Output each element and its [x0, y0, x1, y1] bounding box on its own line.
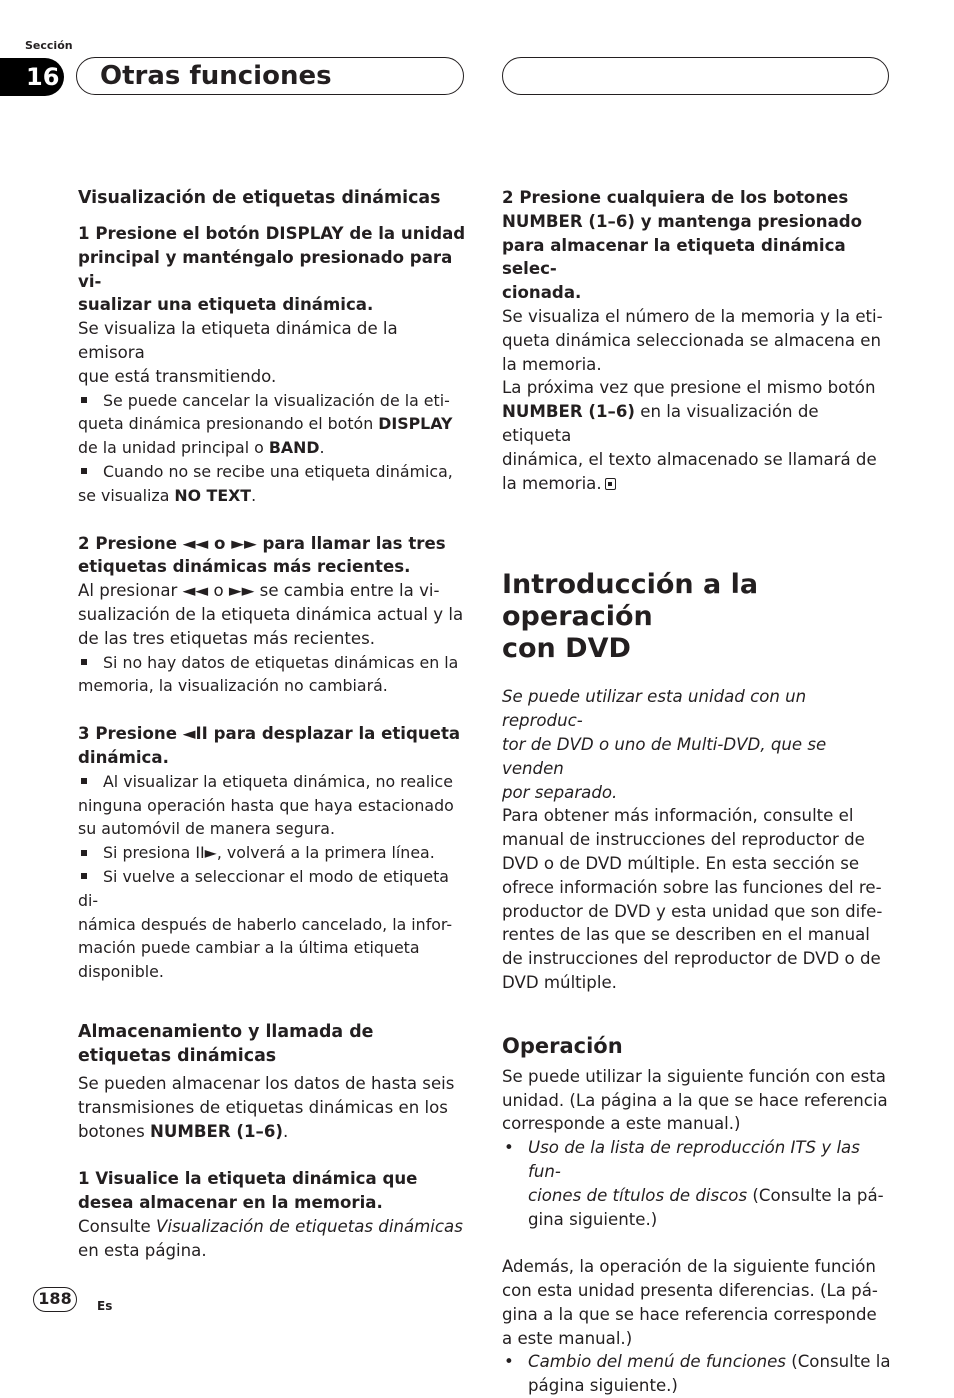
rewind-icon: ◄◄ [182, 533, 209, 553]
step-recall-line: para almacenar la etiqueta dinámica selec- [502, 235, 846, 279]
page-number: 188 [33, 1287, 77, 1312]
scroll-back-icon: ◄II [182, 724, 208, 744]
paragraph-line: dinámica, el texto almacenado se llamará de [502, 449, 877, 469]
paragraph-line: transmisiones de etiquetas dinámicas en los [78, 1097, 448, 1117]
header-right-frame [502, 57, 889, 95]
paragraph-line: DVD o de DVD múltiple. En esta sección se [502, 853, 860, 873]
step-recall-line: 2 Presione cualquiera de los botones [502, 188, 849, 207]
step-2-line: etiquetas dinámicas más recientes. [78, 557, 411, 577]
paragraph-line: botones NUMBER (1–6). [78, 1121, 289, 1141]
paragraph-line: de las tres etiquetas más recientes. [78, 628, 376, 648]
heading-almacenamiento: Almacenamiento y llamada de [78, 1021, 374, 1042]
step-store-line: desea almacenar en la memoria. [78, 1193, 383, 1213]
note-line: Al visualizar la etiqueta dinámica, no realice [78, 770, 468, 794]
step-3-line: 3 Presione ◄II para desplazar la etiqueta [78, 724, 461, 744]
paragraph-line: La próxima vez que presione el mismo botón [502, 378, 876, 398]
note-square-icon [81, 397, 87, 403]
note-square-icon [81, 659, 87, 665]
heading-almacenamiento: etiquetas dinámicas [78, 1045, 277, 1066]
language-code: Es [97, 1299, 113, 1313]
heading-operacion: Operación [502, 1033, 623, 1058]
pause-play-icon: II► [195, 843, 217, 863]
bullet-item-line: • Uso de la lista de reproducción ITS y las fun- [502, 1136, 892, 1184]
heading-dvd-intro: Introducción a la operación [502, 569, 759, 633]
step-recall-line: cionada. [502, 283, 582, 303]
paragraph-line: Se visualiza la etiqueta dinámica de la emisora [78, 319, 398, 362]
note-line: de la unidad principal o BAND. [78, 438, 325, 458]
note-line: su automóvil de manera segura. [78, 819, 335, 839]
step-2-line: 2 Presione ◄◄ o ►► para llamar las tres [78, 533, 446, 553]
step-1-line: sualizar una etiqueta dinámica. [78, 295, 374, 315]
paragraph-line: Consulte Visualización de etiquetas dinámicas [78, 1216, 463, 1236]
fast-forward-icon: ►► [228, 581, 255, 601]
step-store-line: 1 Visualice la etiqueta dinámica que [78, 1169, 418, 1189]
paragraph-line: con esta unidad presenta diferencias. (La pá- [502, 1281, 878, 1301]
paragraph-line: DVD múltiple. [502, 972, 617, 992]
note-line: Si presiona II►, volverá a la primera línea. [78, 841, 468, 865]
paragraph-line: de instrucciones del reproductor de DVD o de [502, 949, 881, 969]
paragraph-line: en esta página. [78, 1240, 207, 1260]
paragraph-line: rentes de las que se describen en el manual [502, 925, 870, 945]
note-line: ninguna operación hasta que haya estacionado [78, 795, 454, 815]
end-mark-icon [605, 478, 616, 490]
note-line: mación puede cambiar a la última etiqueta [78, 938, 420, 958]
italic-intro-line: Se puede utilizar esta unidad con un reproduc- [502, 687, 807, 731]
note-line: Si vuelve a seleccionar el modo de etiqueta di- [78, 866, 449, 910]
step-3-line: dinámica. [78, 747, 169, 767]
paragraph-line: sualización de la etiqueta dinámica actual y la [78, 604, 464, 624]
italic-intro-line: tor de DVD o uno de Multi-DVD, que se venden [502, 734, 827, 778]
paragraph-line: ofrece información sobre las funciones del re- [502, 877, 882, 897]
section-title: Otras funciones [100, 61, 332, 91]
section-label: Sección [25, 39, 73, 52]
paragraph-line: Al presionar ◄◄ o ►► se cambia entre la vi- [78, 581, 440, 601]
note-line: Cuando no se recibe una etiqueta dinámica, [78, 460, 468, 484]
note-square-icon [81, 468, 87, 474]
note-square-icon [81, 778, 87, 784]
rewind-icon: ◄◄ [182, 581, 209, 601]
fast-forward-icon: ►► [231, 533, 257, 553]
note-line: queta dinámica presionando el botón DISPLAY [78, 414, 453, 434]
bullet-item-line: gina siguiente.) [528, 1209, 658, 1229]
paragraph-line: corresponde a este manual.) [502, 1114, 741, 1134]
step-recall-line: NUMBER (1–6) y mantenga presionado [502, 211, 863, 231]
note-square-icon [81, 850, 87, 856]
paragraph-line: la memoria. [502, 354, 602, 374]
paragraph-line: Se pueden almacenar los datos de hasta seis [78, 1073, 455, 1093]
paragraph-line: a este manual.) [502, 1328, 633, 1348]
paragraph-line: unidad. (La página a la que se hace referencia [502, 1090, 888, 1110]
bullet-item-line: página siguiente.) [528, 1376, 678, 1396]
paragraph-line: queta dinámica seleccionada se almacena en [502, 330, 881, 350]
paragraph-line: Para obtener más información, consulte el [502, 806, 854, 826]
heading-visualizacion: Visualización de etiquetas dinámicas [78, 188, 441, 208]
note-line: se visualiza NO TEXT. [78, 485, 257, 505]
right-column [502, 186, 892, 1398]
paragraph-line: la memoria. [502, 472, 892, 496]
paragraph-line: NUMBER (1–6) en la visualización de etiqueta [502, 402, 819, 445]
step-1-line: principal y manténgalo presionado para vi- [78, 247, 453, 291]
note-line: Si no hay datos de etiquetas dinámicas en la [78, 651, 468, 675]
paragraph-line: productor de DVD y esta unidad que son dife- [502, 901, 883, 921]
paragraph-line: manual de instrucciones del reproductor de [502, 830, 865, 850]
section-number-badge: 16 [0, 58, 64, 96]
paragraph-line: Se visualiza el número de la memoria y la eti- [502, 306, 883, 326]
paragraph-line: Además, la operación de la siguiente función [502, 1257, 876, 1277]
note-line: Se puede cancelar la visualización de la eti- [78, 389, 468, 413]
note-line: memoria, la visualización no cambiará. [78, 676, 388, 696]
left-column [78, 186, 468, 1262]
bullet-item-line: • Cambio del menú de funciones (Consulte la [502, 1350, 892, 1374]
heading-dvd-intro: con DVD [502, 633, 631, 665]
bullet-item-line: ciones de títulos de discos (Consulte la pá- [528, 1185, 884, 1205]
note-line: disponible. [78, 962, 164, 982]
paragraph-line: Se puede utilizar la siguiente función con esta [502, 1066, 886, 1086]
italic-intro-line: por separado. [502, 782, 618, 802]
paragraph-line: que está transmitiendo. [78, 366, 277, 386]
note-square-icon [81, 873, 87, 879]
note-line: námica después de haberlo cancelado, la infor- [78, 914, 453, 934]
step-1-line: 1 Presione el botón DISPLAY de la unidad [78, 224, 466, 243]
paragraph-line: gina a la que se hace referencia corresponde [502, 1304, 877, 1324]
